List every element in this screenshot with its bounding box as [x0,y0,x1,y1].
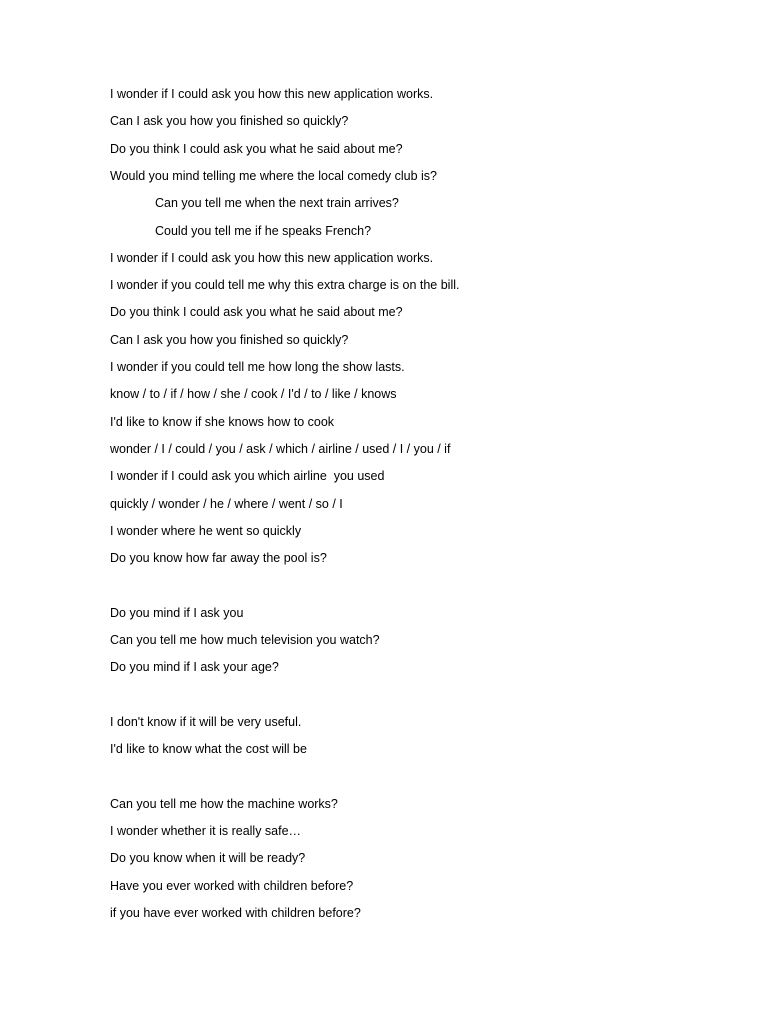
text-line: know / to / if / how / she / cook / I'd / to / like / knows [110,387,397,402]
text-line: I'd like to know what the cost will be [110,742,307,757]
text-line: Can I ask you how you finished so quickly? [110,114,349,129]
text-line: I wonder if you could tell me why this extra charge is on the bill. [110,278,460,293]
text-line: quickly / wonder / he / where / went / so / I [110,496,343,511]
text-line: Can you tell me how much television you watch? [110,633,380,647]
text-line: Could you tell me if he speaks French? [155,223,372,238]
text-line: I wonder if you could tell me how long the show lasts. [110,360,405,374]
text-line: I wonder if I could ask you which airline you used [110,469,385,484]
text-line: Do you mind if I ask your age? [110,660,279,675]
text-line: Would you mind telling me where the local comedy club is? [110,168,438,183]
text-line: Do you know how far away the pool is? [110,551,327,566]
text-line: Do you mind if I ask you [110,605,244,620]
text-line: Do you know when it will be ready? [110,851,306,866]
text-line: Do you think I could ask you what he said about me? [110,141,403,156]
text-line: I wonder if I could ask you how this new application works. [110,250,434,265]
text-line: wonder / I / could / you / ask / which / airline / used / I / you / if [110,441,451,456]
text-line: I wonder if I could ask you how this new application works. [110,87,434,101]
text-line: Can I ask you how you finished so quickly? [110,332,349,347]
text-line: Have you ever worked with children before? [110,878,354,893]
text-line: Can you tell me when the next train arrives? [155,196,399,211]
text-line: I don't know if it will be very useful. [110,714,302,729]
text-line: if you have ever worked with children before? [110,906,361,920]
text-line: Do you think I could ask you what he said about me? [110,305,403,320]
text-line: I wonder whether it is really safe… [110,824,302,839]
text-line: Can you tell me how the machine works? [110,796,338,811]
text-line: I'd like to know if she knows how to cook [110,414,335,429]
text-line: I wonder where he went so quickly [110,523,302,538]
